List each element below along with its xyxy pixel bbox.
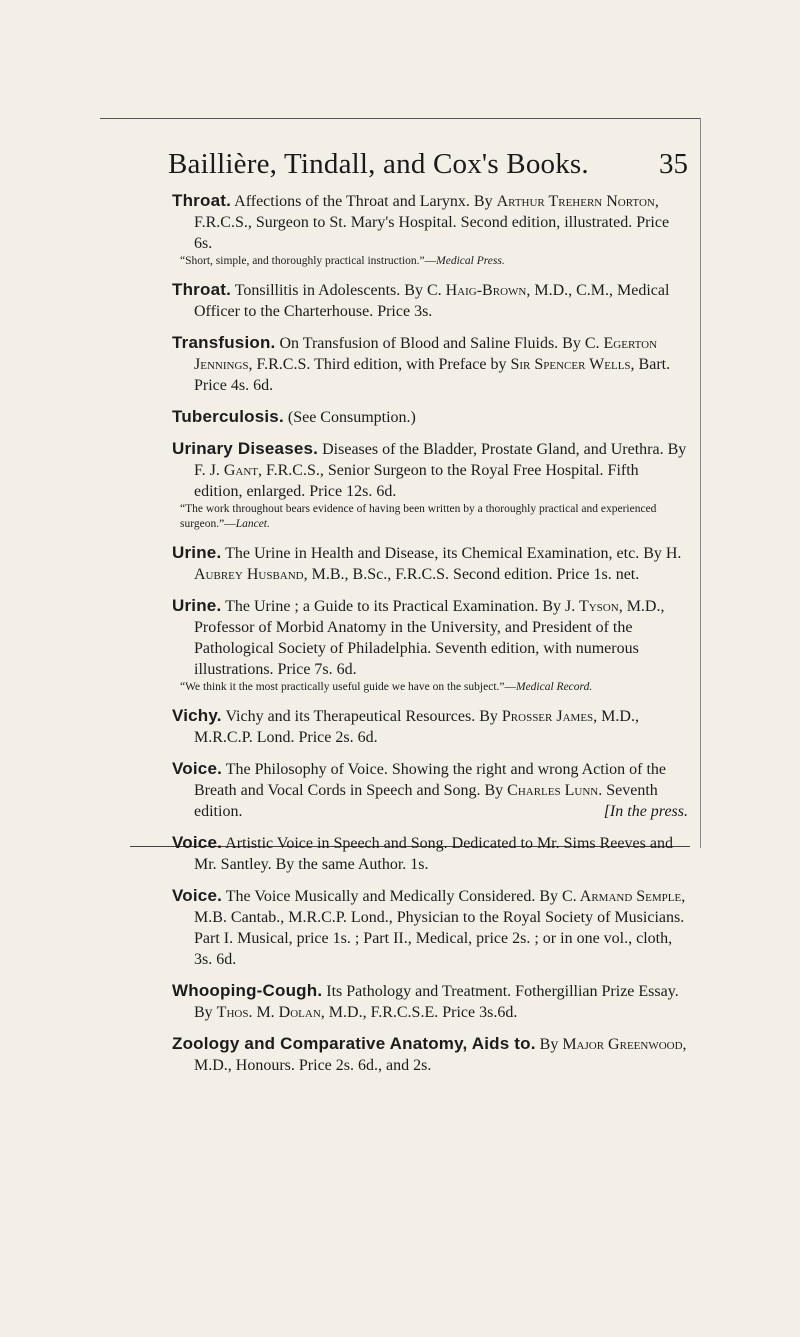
entry-details: M.B., B.Sc., F.R.C.S. Second edition. Price 1s. net. (311, 566, 640, 583)
entry-heading: Throat. (172, 280, 232, 299)
entry-author: C. Haig-Brown, (426, 282, 531, 299)
entry-details: M.D., Professor of Morbid Anatomy in the University, and President of the Pathological Society of Philadelphia. Seventh edition, with numerous illustrations. Price 7s. 6d. (194, 598, 665, 678)
entry-author: Prosser James, (501, 708, 598, 725)
page-border-right (700, 118, 701, 848)
entry-details: M.D., M.R.C.P. Lond. Price 2s. 6d. (194, 708, 639, 746)
review-source: Medical Press. (436, 255, 505, 267)
entry-text: The Urine ; a Guide to its Practical Examination. By (225, 598, 562, 615)
list-item (172, 885, 688, 970)
entry-text: By (539, 1036, 559, 1053)
list-item (172, 832, 688, 875)
entry-text: The Voice Musically and Medically Considered. By (225, 888, 558, 905)
review-source: Medical Record. (516, 681, 593, 693)
list-item (172, 980, 688, 1023)
entry-heading: Voice. (172, 886, 223, 905)
entry-heading: Zoology and Comparative Anatomy, Aids to. (172, 1034, 536, 1053)
list-item (172, 758, 688, 822)
entry-text: Artistic Voice in Speech and Song. Dedicated to Mr. Sims Reeves and Mr. Santley. By the same Author. 1s. (194, 835, 673, 873)
entry-heading: Tuberculosis. (172, 407, 284, 426)
entry-review: “We think it the most practically useful guide we have on the subject.”—Medical Record. (180, 681, 593, 693)
list-item (172, 595, 688, 695)
entry-author: Thos. M. Dolan, (216, 1004, 325, 1021)
entry-details: M.B. Cantab., M.R.C.P. Lond., Physician to the Royal Society of Musicians. Part I. Musical, price 1s. ; Part II., Medical, price 2s. ; or in one vol., cloth, 3s. 6d. (194, 909, 685, 968)
entry-text: The Urine in Health and Disease, its Chemical Examination, etc. By (225, 545, 662, 562)
entry-details-secondary: Bart. Price 4s. 6d. (194, 356, 671, 394)
entry-details: M.D., Honours. Price 2s. 6d., and 2s. (194, 1057, 432, 1074)
entry-heading: Urine. (172, 543, 222, 562)
entry-details: F.R.C.S., Senior Surgeon to the Royal Free Hospital. Fifth edition, enlarged. Price 12s. 6d. (194, 462, 639, 500)
entry-text: On Transfusion of Blood and Saline Fluids. By (279, 335, 581, 352)
entry-details: M.D., C.M., Medical Officer to the Charterhouse. Price 3s. (194, 282, 670, 320)
list-item (172, 542, 688, 585)
list-item (172, 279, 688, 322)
entry-author: Major Greenwood, (562, 1036, 687, 1053)
entry-heading: Voice. (172, 759, 223, 778)
list-item (172, 1033, 688, 1076)
entry-heading: Urine. (172, 596, 222, 615)
entry-author: F. J. Gant, (194, 462, 263, 479)
entry-details: F.R.C.S. Third edition, with Preface by (256, 356, 507, 373)
entry-heading: Throat. (172, 191, 232, 210)
entry-status-note: [In the press. (603, 803, 688, 820)
entry-text: Affections of the Throat and Larynx. By (234, 193, 493, 210)
page-number: 35 (659, 148, 688, 180)
entry-author: Arthur Trehern Norton, (496, 193, 659, 210)
entry-text: Vichy and its Therapeutical Resources. By (225, 708, 498, 725)
entry-heading: Voice. (172, 833, 223, 852)
entry-details: F.R.C.S., Surgeon to St. Mary's Hospital. Second edition, illustrated. Price 6s. (194, 214, 670, 252)
entry-text: Tonsillitis in Adolescents. By (234, 282, 423, 299)
entry-review: “Short, simple, and thoroughly practical instruction.”—Medical Press. (180, 255, 505, 267)
entry-author: Charles Lunn. (507, 782, 603, 799)
entry-author: C. Armand Semple, (561, 888, 686, 905)
entry-author: H. Aubrey Husband, (194, 545, 682, 583)
entry-heading: Vichy. (172, 706, 222, 725)
list-item (172, 438, 688, 532)
list-item (172, 190, 688, 269)
entry-text: (See Consumption.) (287, 409, 416, 426)
page-border-top (100, 118, 700, 119)
header-title: Baillière, Tindall, and Cox's Books. (168, 148, 589, 180)
list-item (172, 705, 688, 748)
entry-details: M.D., F.R.C.S.E. Price 3s.6d. (328, 1004, 518, 1021)
entry-review: “The work throughout bears evidence of having been written by a thoroughly practical and experienced surgeon.”—Lancet. (180, 503, 657, 530)
review-source: Lancet. (235, 518, 270, 530)
entry-heading: Whooping-Cough. (172, 981, 323, 1000)
entry-text: Diseases of the Bladder, Prostate Gland, and Urethra. By (322, 441, 687, 458)
entry-heading: Transfusion. (172, 333, 276, 352)
entry-author: J. Tyson, (565, 598, 623, 615)
entry-author: C. Egerton Jennings, (194, 335, 658, 373)
entry-author-secondary: Sir Spencer Wells, (510, 356, 635, 373)
list-item (172, 332, 688, 396)
entry-text: The Philosophy of Voice. Showing the right and wrong Action of the Breath and Vocal Cords in Speech and Song. By (194, 761, 667, 799)
entry-details: Seventh edition. (194, 782, 658, 820)
list-item (172, 406, 688, 428)
entry-text: Its Pathology and Treatment. Fothergillian Prize Essay. By (194, 983, 679, 1021)
book-list (172, 190, 688, 1076)
running-header (168, 148, 688, 188)
entry-heading: Urinary Diseases. (172, 439, 319, 458)
